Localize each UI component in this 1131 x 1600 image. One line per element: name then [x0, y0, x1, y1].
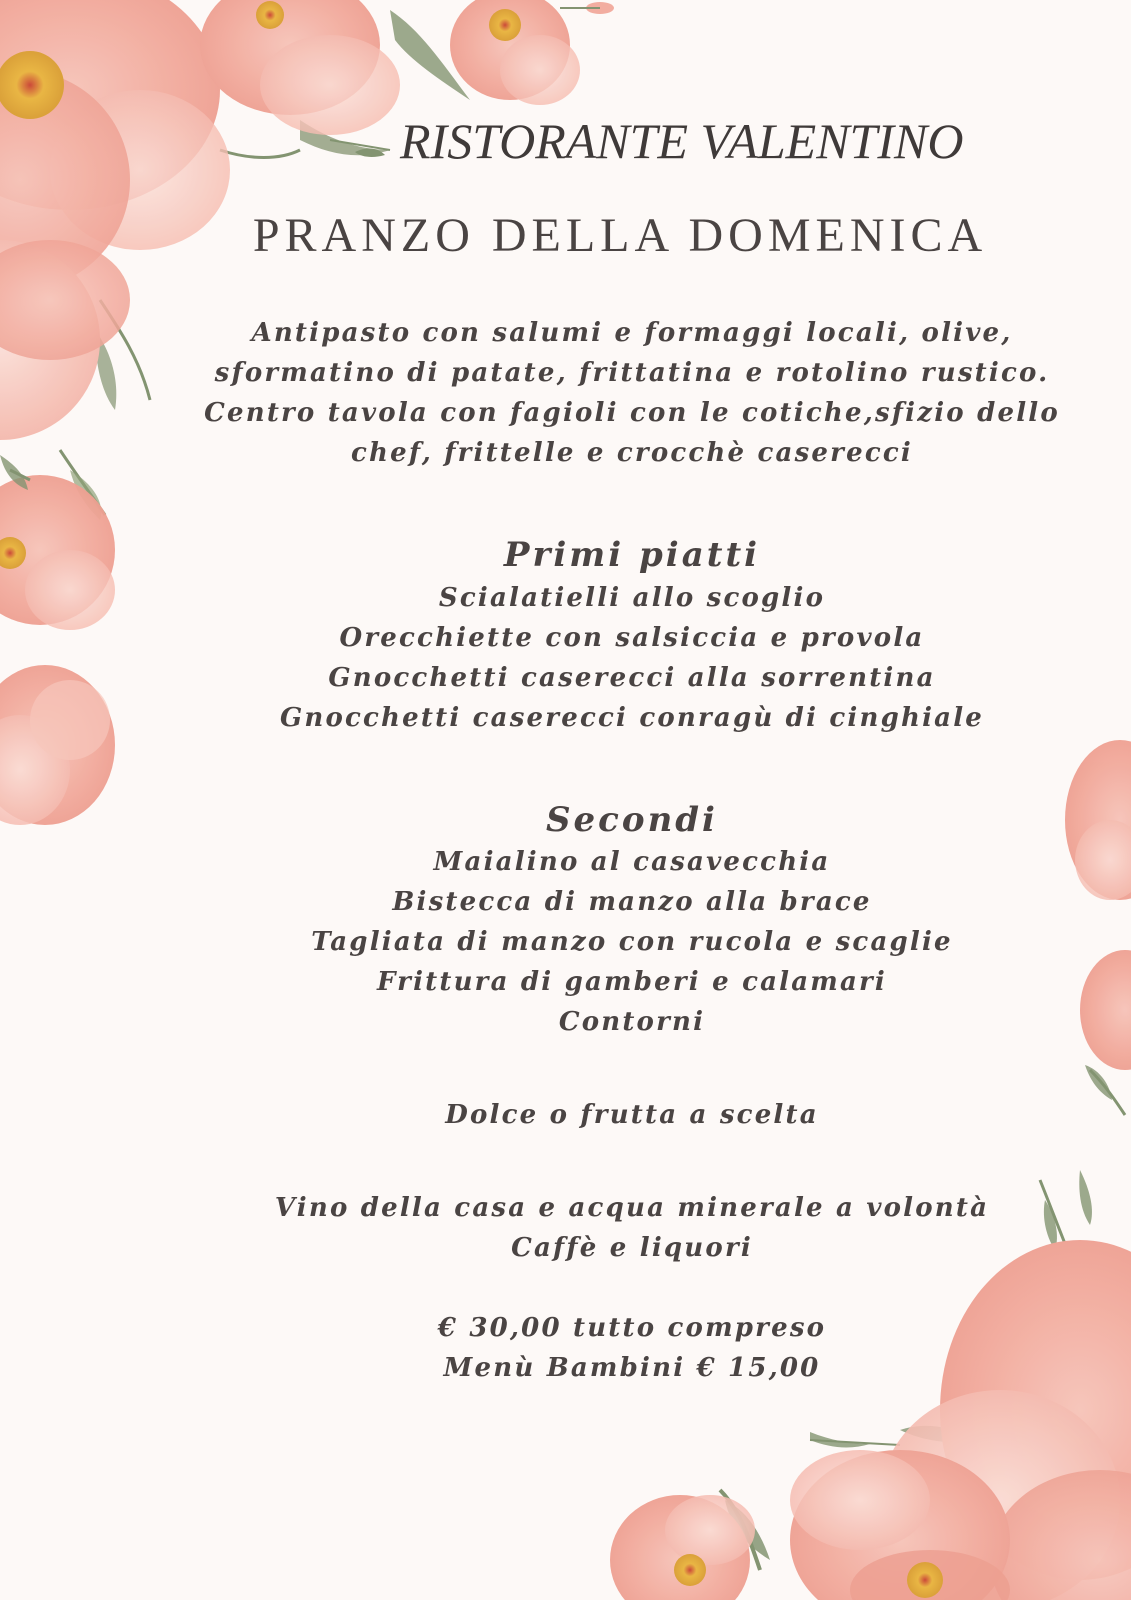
secondi-item: Tagliata di manzo con rucola e scaglie [311, 927, 953, 957]
primi-item: Gnocchetti caserecci conragù di cinghiale [279, 703, 985, 733]
secondi-item: Frittura di gamberi e calamari [376, 967, 888, 997]
secondi-heading: Secondi [546, 800, 718, 840]
drinks-line: Vino della casa e acqua minerale a volontà [274, 1193, 990, 1223]
secondi-item: Maialino al casavecchia [433, 847, 831, 877]
dessert-line: Dolce o frutta a scelta [445, 1100, 819, 1130]
secondi-item: Bistecca di manzo alla brace [392, 887, 872, 917]
price-line: € 30,00 tutto compreso [437, 1313, 827, 1343]
restaurant-name: RISTORANTE VALENTINO [400, 113, 964, 169]
antipasto-line: Centro tavola con fagioli con le cotiche,sfizio dello [204, 398, 1060, 428]
primi-item: Gnocchetti caserecci alla sorrentina [328, 663, 936, 693]
primi-item: Scialatielli allo scoglio [438, 583, 826, 613]
price-line: Menù Bambini € 15,00 [443, 1353, 821, 1383]
primi-heading: Primi piatti [503, 535, 761, 575]
primi-item: Orecchiette con salsiccia e provola [339, 623, 925, 653]
menu-title: PRANZO DELLA DOMENICA [252, 209, 988, 262]
drinks-line: Caffè e liquori [511, 1233, 753, 1263]
antipasto-line: sformatino di patate, frittatina e rotolino rustico. [214, 358, 1050, 388]
antipasto-line: chef, frittelle e crocchè caserecci [351, 438, 913, 468]
secondi-item: Contorni [558, 1007, 706, 1037]
antipasto-line: Antipasto con salumi e formaggi locali, olive, [251, 318, 1013, 348]
